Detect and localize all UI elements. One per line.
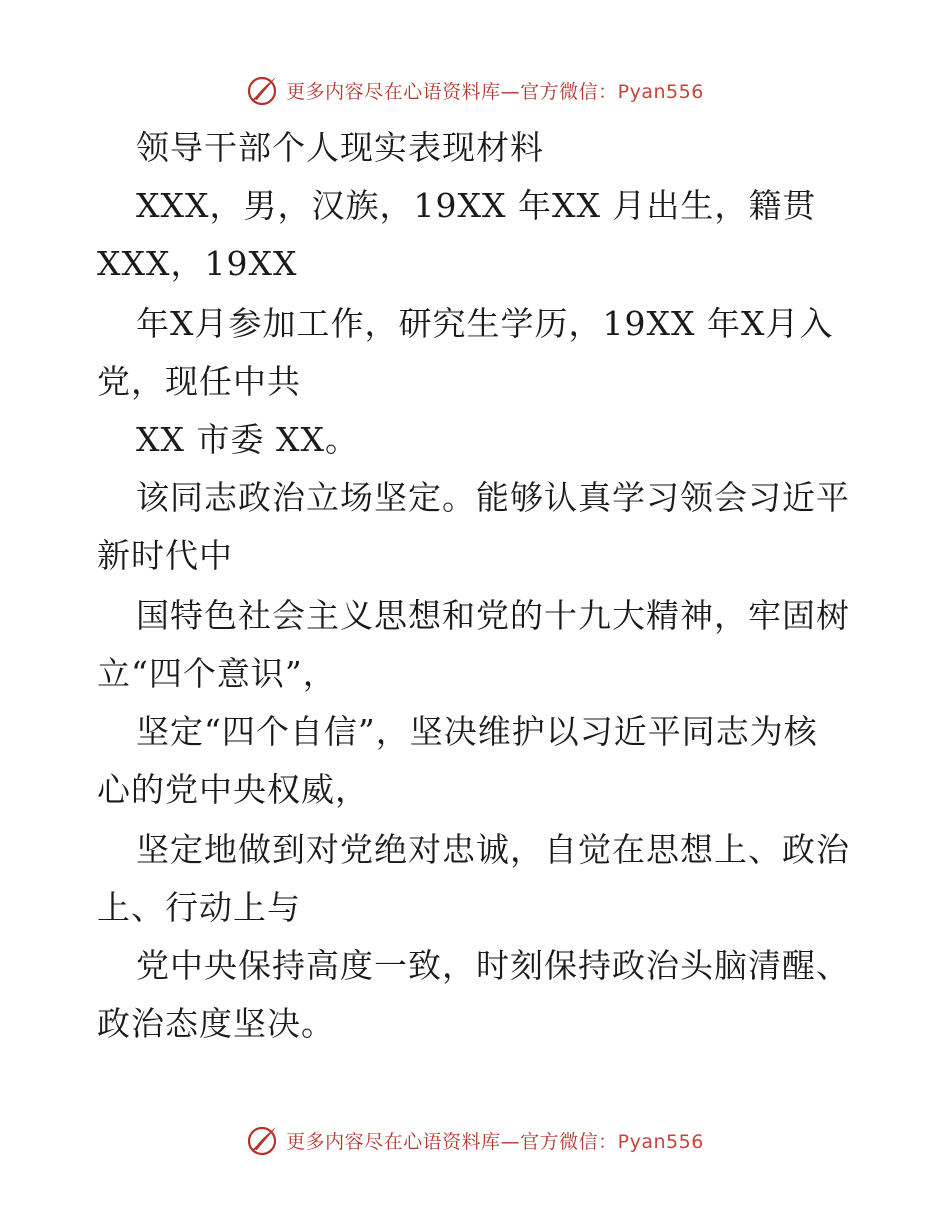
paragraph-line: 党，现任中共 [97,362,301,401]
paragraph-line: 上、行动上与 [97,888,301,927]
header-banner-handle: Pyan556 [617,80,704,103]
quill-logo-icon [246,73,280,107]
quill-logo-icon [246,1123,280,1157]
header-banner-text [286,77,704,104]
paragraph-line: 心的党中央权威， [97,770,369,809]
footer-banner-handle: Pyan556 [617,1130,704,1153]
footer-banner-text [286,1127,704,1154]
header-watermark-banner [0,70,950,110]
document-title: 领导干部个人现实表现材料 [136,128,544,167]
paragraph-line: 新时代中 [97,536,233,575]
paragraph-line: XXX，男，汉族，19XX 年XX 月出生，籍贯 [136,186,817,225]
paragraph-line: 坚定地做到对党绝对忠诚，自觉在思想上、政治 [136,830,850,869]
paragraph-line: XXX，19XX [97,244,298,283]
paragraph-line: 该同志政治立场坚定。能够认真学习领会习近平 [136,478,850,517]
footer-watermark-banner [0,1120,950,1160]
paragraph-line: 立“四个意识”， [97,654,337,693]
paragraph-line: 年X月参加工作，研究生学历，19XX 年X月入 [136,304,834,343]
paragraph-line: 政治态度坚决。 [97,1004,335,1043]
paragraph-line: 党中央保持高度一致，时刻保持政治头脑清醒、 [136,946,850,985]
paragraph-line: XX 市委 XX。 [136,420,359,459]
footer-banner-label: 更多内容尽在心语资料库—官方微信： [286,1130,618,1153]
paragraph-line: 坚定“四个自信”，坚决维护以习近平同志为核 [136,712,818,751]
paragraph-line: 国特色社会主义思想和党的十九大精神，牢固树 [136,596,850,635]
header-banner-label: 更多内容尽在心语资料库—官方微信： [286,80,618,103]
